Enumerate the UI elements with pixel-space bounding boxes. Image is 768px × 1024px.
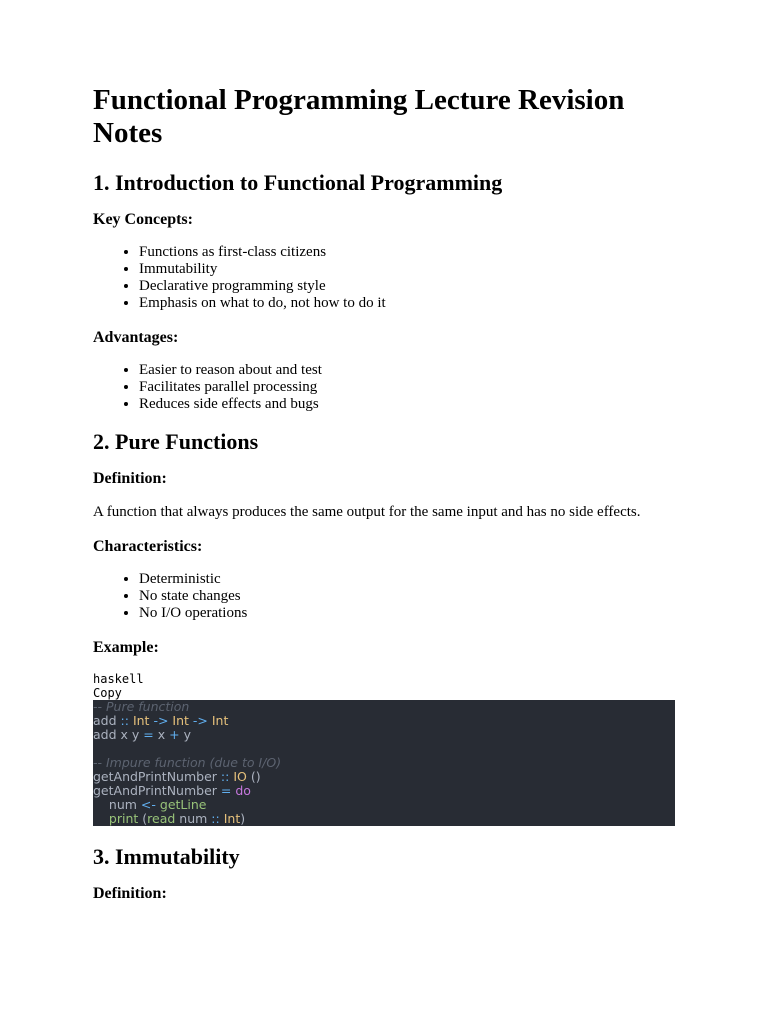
section-heading-intro: 1. Introduction to Functional Programming: [93, 170, 503, 195]
code-token: Int: [211, 713, 229, 728]
list-item: • Facilitates parallel processing: [139, 379, 683, 396]
code-token: do: [235, 783, 251, 798]
code-token: getLine: [159, 797, 207, 812]
code-language-label: haskell: [93, 672, 144, 686]
copy-code-button[interactable]: Copy: [93, 686, 122, 700]
code-token: read: [147, 811, 176, 826]
characteristics-list: [93, 571, 683, 622]
list-item: • Easier to reason about and test: [139, 362, 683, 379]
list-item: • Reduces side effects and bugs: [139, 396, 683, 413]
page-title: Functional Programming Lecture Revision Notes: [93, 84, 625, 149]
list-item: • Deterministic: [139, 571, 683, 588]
subheading-example: Example:: [93, 639, 159, 656]
code-token: IO: [233, 769, 247, 784]
section-heading-pure-functions: 2. Pure Functions: [93, 429, 259, 454]
code-token: x: [157, 727, 166, 742]
code-token: print: [108, 811, 139, 826]
code-token: Int: [223, 811, 241, 826]
subheading-definition: Definition:: [93, 470, 167, 487]
list-item: • Immutability: [139, 261, 683, 278]
list-item: • Emphasis on what to do, not how to do it: [139, 295, 683, 312]
list-item: • No state changes: [139, 588, 683, 605]
code-comment: -- Pure function: [93, 699, 190, 714]
code-token: Int: [132, 713, 150, 728]
advantages-list: [93, 362, 683, 413]
code-token: num: [108, 797, 137, 812]
section-heading-immutability: 3. Immutability: [93, 844, 240, 869]
code-token: add: [93, 713, 117, 728]
code-token: y: [183, 727, 191, 742]
subheading-definition: Definition:: [93, 885, 167, 902]
subheading-key-concepts: Key Concepts:: [93, 211, 193, 228]
subheading-characteristics: Characteristics:: [93, 538, 203, 555]
code-token: add x y: [93, 727, 140, 742]
code-comment: -- Impure function (due to I/O): [93, 755, 282, 770]
list-item: • No I/O operations: [139, 605, 683, 622]
subheading-advantages: Advantages:: [93, 329, 179, 346]
key-concepts-list: [93, 244, 683, 312]
code-token: num: [179, 811, 208, 826]
code-token: getAndPrintNumber: [93, 783, 217, 798]
list-item: • Functions as first-class citizens: [139, 244, 683, 261]
document-page: [93, 84, 683, 918]
code-token: getAndPrintNumber: [93, 769, 217, 784]
list-item: • Declarative programming style: [139, 278, 683, 295]
code-token: Int: [172, 713, 189, 728]
code-block: -- Pure function add :: Int -> Int -> Int add x y = x + y -- Impure function (due to I/O) getAndPrintNumber :: IO () getAndPrintNumber = do num <- getLine print (read num :: Int): [93, 700, 675, 826]
definition-text: A function that always produces the same output for the same input and has no side effects.: [93, 504, 641, 520]
code-token: (): [250, 769, 261, 784]
